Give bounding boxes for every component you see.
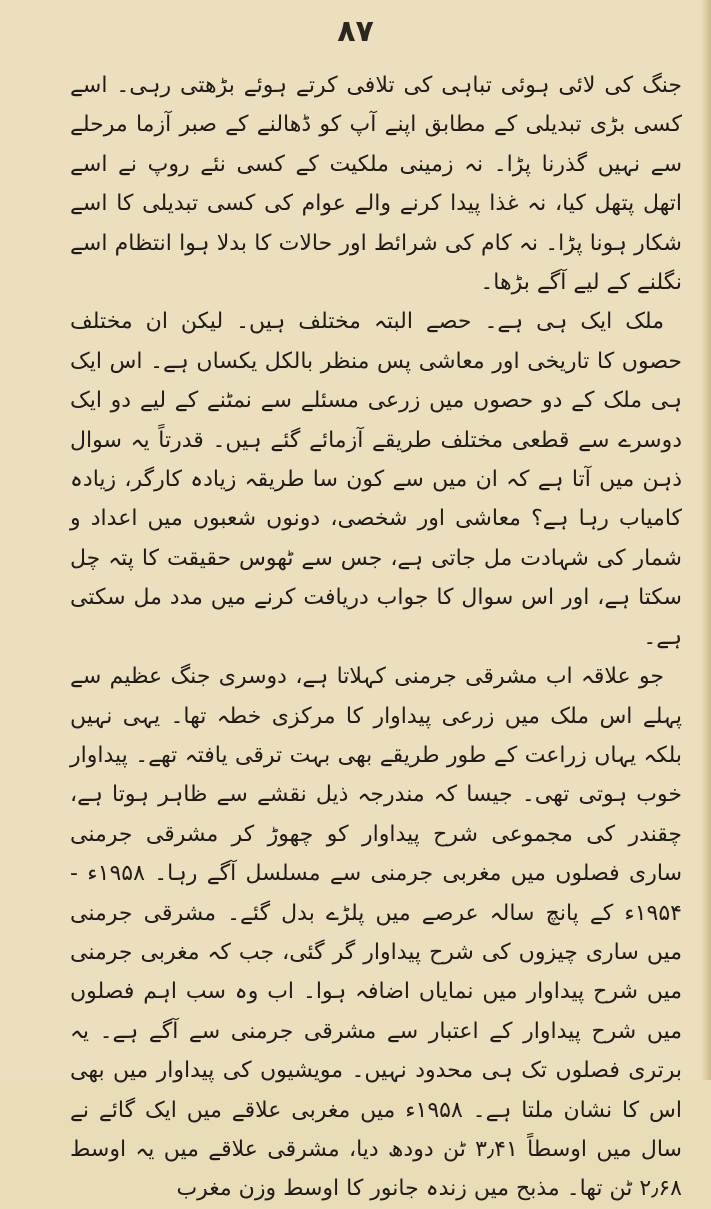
page-body: [70, 66, 682, 1209]
page-edge-shadow: [701, 0, 711, 1080]
page-number: ۸۷: [337, 14, 374, 49]
paragraph-3: جو علاقہ اب مشرقی جرمنی کہلاتا ہے، دوسری جنگ عظیم سے پہلے اس ملک میں زرعی پیداوار کا مرکزی خطہ تھا۔ یہی نہیں بلکہ یہاں زراعت کے طور طریقے بھی بہت ترقی یافتہ تھے۔ پیداوار خوب ہوتی تھی۔ جیسا کہ مندرجہ ذیل نقشے سے ظاہر ہوتا ہے، چقندر کی مجموعی شرح پیداوار کو چھوڑ کر مشرقی جرمنی ساری فصلوں میں مغربی جرمنی سے مسلسل آگے رہا۔ ۱۹۵۸ء - ۱۹۵۴ء کے پانچ سالہ عرصے میں پلڑے بدل گئے۔ مشرقی جرمنی میں ساری چیزوں کی شرح پیداوار گر گئی، جب کہ مغربی جرمنی میں شرح پیداوار میں نمایاں اضافہ ہوا۔ اب وہ سب اہم فصلوں میں شرح پیداوار کے اعتبار سے مشرقی جرمنی سے آگے ہے۔ یہ برتری فصلوں تک ہی محدود نہیں۔ مویشیوں کی پیداوار میں بھی اس کا نشان ملتا ہے۔ ۱۹۵۸ء میں مغربی علاقے میں ایک گائے نے سال میں اوسطاً ۳٫۴۱ ٹن دودھ دیا، مشرقی علاقے میں یہ اوسط ۲٫۶۸ ٹن تھا۔ مذبح میں زندہ جانور کا اوسط وزن مغرب: [70, 664, 682, 1202]
paragraph-2: ملک ایک ہی ہے۔ حصے البتہ مختلف ہیں۔ لیکن ان مختلف حصوں کا تاریخی اور معاشی پس منظر بالکل یکساں ہے۔ اس ایک ہی ملک کے دو حصوں میں زرعی مسئلے سے نمٹنے کے لیے دو ایک دوسرے سے قطعی مختلف طریقے آزمائے گئے ہیں۔ قدرتاً یہ سوال ذہن میں آتا ہے کہ ان میں سے کون سا طریقہ زیادہ کارگر، زیادہ کامیاب رہا ہے؟ معاشی اور شخصی، دونوں شعبوں میں اعداد و شمار کی شہادت مل جاتی ہے، جس سے ٹھوس حقیقت کا پتہ چل سکتا ہے، اور اس سوال کا جواب دریافت کرنے میں مدد مل سکتی ہے۔: [70, 309, 682, 650]
paragraph-1: جنگ کی لائی ہوئی تباہی کی تلافی کرتے ہوئے بڑھتی رہی۔ اسے کسی بڑی تبدیلی کے مطابق اپنے آپ کو ڈھالنے کے صبر آزما مرحلے سے نہیں گذرنا پڑا۔ نہ زمینی ملکیت کے کسی نئے روپ نے اسے اتھل پتھل کیا، نہ غذا پیدا کرنے والے عوام کی کسی تبدیلی کا اسے شکار ہونا پڑا۔ نہ کام کی شرائط اور حالات کا بدلا ہوا انتظام اسے نگلنے کے لیے آگے بڑھا۔: [70, 73, 682, 296]
